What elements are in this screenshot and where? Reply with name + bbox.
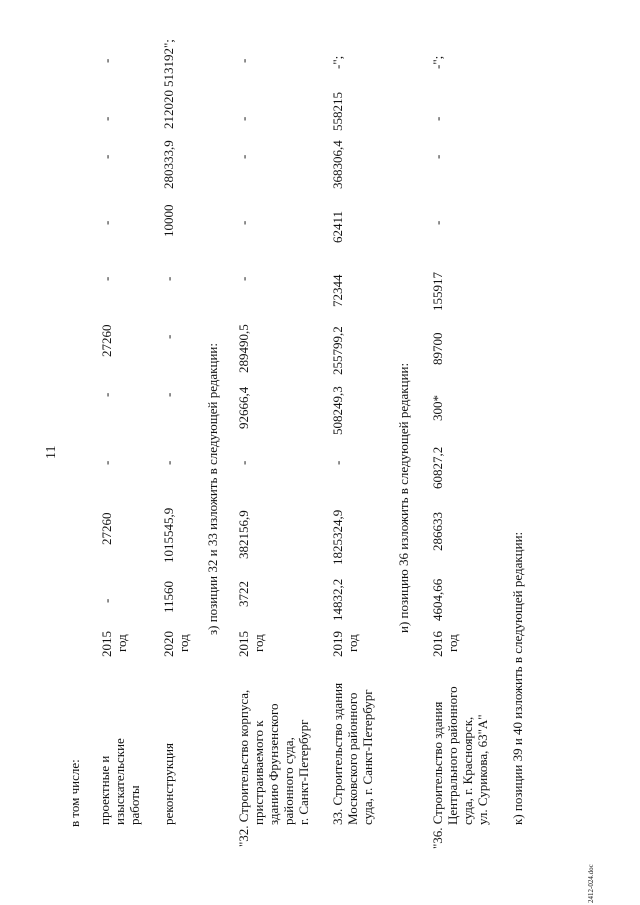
value-cell: -"; bbox=[330, 55, 345, 69]
value-cell: - bbox=[330, 460, 345, 465]
year-cell: год bbox=[176, 634, 191, 652]
year-cell: 2016 bbox=[430, 631, 445, 657]
value-cell: 558215 bbox=[330, 92, 345, 131]
row-label: районного суда, bbox=[281, 737, 296, 825]
value-cell: - bbox=[99, 392, 114, 397]
value-cell: 382156,9 bbox=[236, 510, 251, 559]
row-label: реконструкция bbox=[161, 742, 176, 825]
row-label: 33. Строительство здания bbox=[330, 682, 345, 825]
year-cell: 2019 bbox=[330, 631, 345, 657]
value-cell: 4604,66 bbox=[430, 578, 445, 621]
value-cell: - bbox=[161, 276, 176, 281]
value-cell: - bbox=[99, 276, 114, 281]
value-cell: 513192"; bbox=[161, 39, 176, 87]
value-cell: -"; bbox=[430, 55, 445, 69]
value-cell: - bbox=[430, 116, 445, 121]
page-number: 11 bbox=[44, 445, 59, 459]
value-cell: 1015545,9 bbox=[161, 507, 176, 563]
value-cell: - bbox=[99, 154, 114, 159]
value-cell: 289490,5 bbox=[236, 324, 251, 373]
value-cell: 60827,2 bbox=[430, 446, 445, 489]
value-cell: 155917 bbox=[430, 272, 445, 311]
row-label: г. Санкт-Петербург bbox=[296, 719, 311, 825]
row-label: Московского районного bbox=[345, 692, 360, 825]
row-label: зданию Фрунзенского bbox=[266, 703, 281, 825]
row-label: изыскательские bbox=[112, 738, 127, 825]
value-cell: - bbox=[161, 392, 176, 397]
value-cell: - bbox=[236, 220, 251, 225]
value-cell: - bbox=[236, 276, 251, 281]
section-heading: и) позицию 36 изложить в следующей редакции: bbox=[396, 362, 411, 633]
row-label: "36. Строительство здания bbox=[430, 701, 445, 849]
row-label: в том числе: bbox=[67, 759, 82, 827]
section-heading: к) позиции 39 и 40 изложить в следующей редакции: bbox=[510, 531, 525, 825]
value-cell: 92666,4 bbox=[236, 386, 251, 429]
value-cell: 280333,9 bbox=[161, 140, 176, 189]
value-cell: 27260 bbox=[99, 512, 114, 545]
row-label: суда, г. Санкт-Петербург bbox=[360, 689, 375, 825]
value-cell: - bbox=[99, 460, 114, 465]
value-cell: 10000 bbox=[161, 204, 176, 237]
value-cell: - bbox=[236, 460, 251, 465]
value-cell: - bbox=[430, 220, 445, 225]
value-cell: 1825324,9 bbox=[330, 509, 345, 565]
value-cell: 3722 bbox=[236, 581, 251, 607]
year-cell: 2015 bbox=[99, 631, 114, 657]
year-cell: год bbox=[345, 634, 360, 652]
year-cell: 2020 bbox=[161, 631, 176, 657]
value-cell: - bbox=[236, 116, 251, 121]
value-cell: - bbox=[99, 220, 114, 225]
value-cell: 27260 bbox=[99, 324, 114, 357]
row-label: пристраиваемого к bbox=[251, 720, 266, 825]
value-cell: - bbox=[99, 116, 114, 121]
year-cell: год bbox=[114, 634, 129, 652]
row-label: Центрального районного bbox=[445, 686, 460, 825]
value-cell: 508249,3 bbox=[330, 386, 345, 435]
row-label: работы bbox=[127, 785, 142, 825]
row-label: суда, г. Красноярск, bbox=[460, 716, 475, 825]
value-cell: 14832,2 bbox=[330, 578, 345, 621]
value-cell: 368306,4 bbox=[330, 140, 345, 189]
value-cell: - bbox=[99, 58, 114, 63]
value-cell: - bbox=[161, 334, 176, 339]
value-cell: - bbox=[236, 154, 251, 159]
year-cell: год bbox=[251, 634, 266, 652]
value-cell: - bbox=[99, 598, 114, 603]
value-cell: 255799,2 bbox=[330, 326, 345, 375]
value-cell: 72344 bbox=[330, 274, 345, 307]
section-heading: з) позиции 32 и 33 изложить в следующей редакции: bbox=[205, 343, 220, 635]
row-label: проектные и bbox=[97, 755, 112, 825]
value-cell: 89700 bbox=[430, 332, 445, 365]
value-cell: 62411 bbox=[330, 210, 345, 243]
year-cell: 2015 bbox=[236, 631, 251, 657]
value-cell: - bbox=[430, 154, 445, 159]
value-cell: 212020 bbox=[161, 90, 176, 129]
value-cell: 11560 bbox=[161, 580, 176, 613]
value-cell: 286633 bbox=[430, 512, 445, 551]
value-cell: 300* bbox=[430, 395, 445, 421]
year-cell: год bbox=[445, 634, 460, 652]
row-label: "32. Строительство корпуса, bbox=[236, 689, 251, 847]
value-cell: - bbox=[161, 460, 176, 465]
value-cell: - bbox=[236, 58, 251, 63]
footer-code: 2412‑024.doc bbox=[587, 864, 595, 903]
row-label: ул. Сурикова, 63"А" bbox=[475, 714, 490, 825]
